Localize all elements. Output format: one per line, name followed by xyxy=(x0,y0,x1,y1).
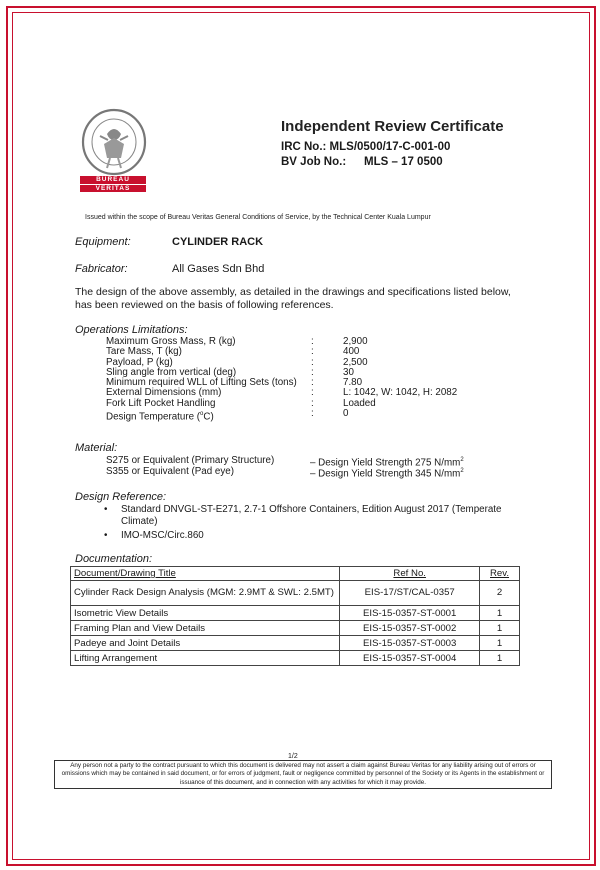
unit-superscript: 2 xyxy=(460,457,464,463)
operations-colon: : xyxy=(311,377,314,389)
operations-value: 2,500 xyxy=(343,356,368,368)
cell-rev: 1 xyxy=(480,606,520,621)
certificate-title: Independent Review Certificate xyxy=(281,118,504,135)
intro-paragraph: The design of the above assembly, as detailed in the drawings and specifications listed below, has been reviewed on the basis of following references. xyxy=(75,286,511,311)
table-row xyxy=(71,621,520,636)
operations-colon: : xyxy=(311,356,314,368)
table-row xyxy=(71,636,520,651)
operations-colon: : xyxy=(311,408,314,420)
unit-superscript: 2 xyxy=(460,468,464,474)
operations-key-text: Design Temperature ( xyxy=(106,411,201,423)
operations-key: Payload, P (kg) xyxy=(106,356,173,368)
operations-value: L: 1042, W: 1042, H: 2082 xyxy=(343,387,458,399)
operations-key: Minimum required WLL of Lifting Sets (tons) xyxy=(106,377,297,389)
cell-ref: EIS-15-0357-ST-0002 xyxy=(340,621,480,636)
material-heading: Material: xyxy=(75,442,118,454)
material-value-text: – Design Yield Strength 345 N/mm xyxy=(310,468,461,480)
bv-job-label: BV Job No.: xyxy=(281,156,347,168)
operations-value: 30 xyxy=(343,366,354,378)
table-header-row xyxy=(71,567,520,581)
degree-superscript: o xyxy=(200,411,204,418)
operations-value: Loaded xyxy=(343,397,376,409)
cell-title: Framing Plan and View Details xyxy=(71,621,340,636)
operations-colon: : xyxy=(311,336,314,347)
operations-colon: : xyxy=(311,397,314,409)
material-key: S275 or Equivalent (Primary Structure) xyxy=(106,455,275,466)
logo-wordmark-line2: VERITAS xyxy=(80,184,146,193)
cell-ref: EIS-15-0357-ST-0004 xyxy=(340,651,480,666)
page-number: 1/2 xyxy=(288,753,298,760)
cell-title: Isometric View Details xyxy=(71,606,340,621)
operations-colon: : xyxy=(311,387,314,399)
table-row xyxy=(71,651,520,666)
list-item-text: Standard DNVGL-ST-E271, 2.7-1 Offshore Containers, Edition August 2017 (Temperate Climate) xyxy=(121,504,502,527)
list-item xyxy=(96,530,526,542)
cell-ref: EIS-15-0357-ST-0001 xyxy=(340,606,480,621)
column-header-rev: Rev. xyxy=(480,567,520,581)
column-header-title: Document/Drawing Title xyxy=(71,567,340,581)
design-reference-list xyxy=(96,504,526,542)
cell-title: Cylinder Rack Design Analysis (MGM: 2.9MT & SWL: 2.5MT) xyxy=(71,581,340,606)
bv-job-value: MLS – 17 0500 xyxy=(364,156,443,168)
cell-rev: 1 xyxy=(480,636,520,651)
operations-heading: Operations Limitations: xyxy=(75,324,188,336)
material-key: S355 or Equivalent (Pad eye) xyxy=(106,466,234,477)
logo-wordmark-band xyxy=(80,176,146,192)
operations-value: 0 xyxy=(343,408,349,420)
operations-key: Sling angle from vertical (deg) xyxy=(106,366,237,378)
operations-key: Tare Mass, T (kg) xyxy=(106,346,182,358)
column-header-ref: Ref No. xyxy=(340,567,480,581)
fabricator-value: All Gases Sdn Bhd xyxy=(172,263,265,275)
bullet-icon: • xyxy=(104,504,108,515)
irc-number: IRC No.: MLS/0500/17-C-001-00 xyxy=(281,141,451,153)
fabricator-label: Fabricator: xyxy=(75,263,128,275)
design-reference-heading: Design Reference: xyxy=(75,491,167,503)
documentation-heading: Documentation: xyxy=(75,553,153,565)
operations-value: 2,900 xyxy=(343,336,368,347)
cell-ref: EIS-17/ST/CAL-0357 xyxy=(340,581,480,606)
cell-rev: 1 xyxy=(480,621,520,636)
documentation-table xyxy=(70,566,520,666)
operations-colon: : xyxy=(311,366,314,378)
equipment-value: CYLINDER RACK xyxy=(172,236,264,248)
disclaimer-box: Any person not a party to the contract pursuant to which this document is delivered may not assert a claim against Bureau Veritas for any liability arising out of errors or omissions which may be contained in said document, or for errors of judgment, fault or negligence committed by personnel of the Society or its Agents in the establishment or issuance of this document, and in connection with any activities for which it may provide. xyxy=(54,760,552,789)
operations-key: Fork Lift Pocket Handling xyxy=(106,397,216,409)
operations-key xyxy=(106,409,214,423)
scope-statement: Issued within the scope of Bureau Veritas General Conditions of Service, by the Technical Center Kuala Lumpur xyxy=(85,214,431,221)
bv-job-number xyxy=(281,156,443,168)
cell-rev: 2 xyxy=(480,581,520,606)
cell-rev: 1 xyxy=(480,651,520,666)
operations-key-tail: C) xyxy=(203,411,214,423)
operations-value: 400 xyxy=(343,346,360,358)
cell-title: Padeye and Joint Details xyxy=(71,636,340,651)
material-value xyxy=(310,466,464,479)
operations-key: Maximum Gross Mass, R (kg) xyxy=(106,336,236,347)
operations-colon: : xyxy=(311,346,314,358)
cell-ref: EIS-15-0357-ST-0003 xyxy=(340,636,480,651)
cell-title: Lifting Arrangement xyxy=(71,651,340,666)
table-row xyxy=(71,581,520,606)
material-value-text: – Design Yield Strength 275 N/mm xyxy=(310,457,461,469)
list-item xyxy=(96,504,526,527)
logo-wordmark-line1: BUREAU xyxy=(96,176,130,183)
table-row xyxy=(71,606,520,621)
bullet-icon: • xyxy=(104,530,108,541)
operations-value: 7.80 xyxy=(343,377,363,389)
equipment-label: Equipment: xyxy=(75,236,131,248)
list-item-text: IMO-MSC/Circ.860 xyxy=(121,530,204,541)
operations-key: External Dimensions (mm) xyxy=(106,387,222,399)
